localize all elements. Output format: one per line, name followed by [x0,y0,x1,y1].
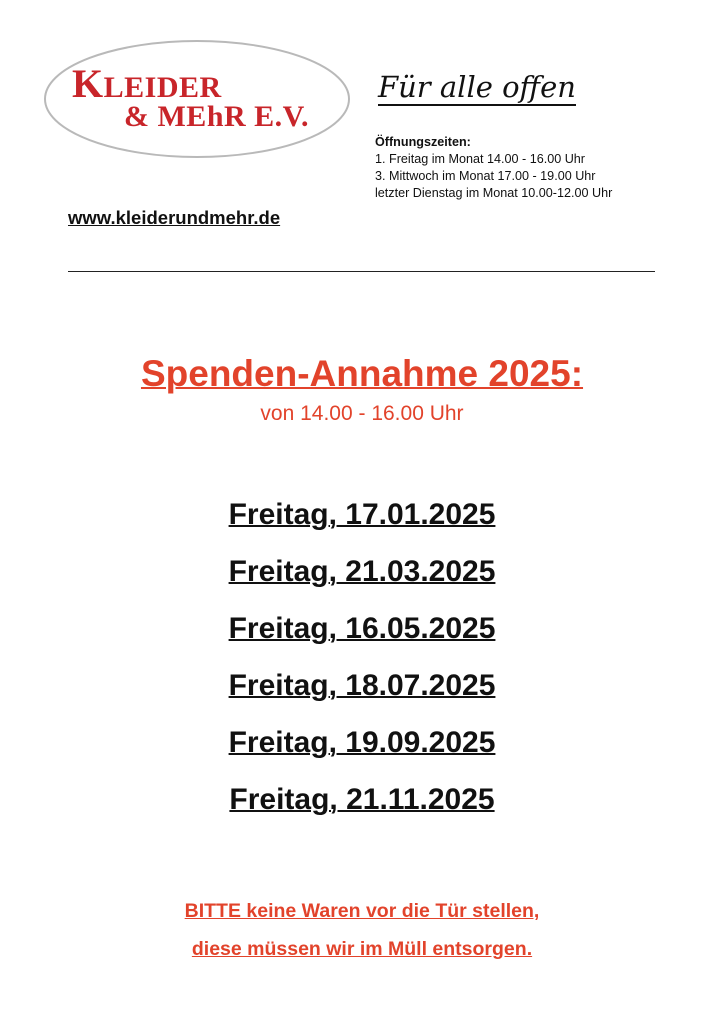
date-text: Freitag, 21.11.2025 [229,783,495,816]
logo-text-line1: KLEIDER [72,61,222,106]
website-link[interactable]: www.kleiderundmehr.de [68,207,281,228]
date-item [0,723,724,780]
date-text: Freitag, 18.07.2025 [228,669,496,702]
opening-hours-line: letzter Dienstag im Monat 10.00-12.00 Uhr [375,186,613,200]
opening-hours-line: 3. Mittwoch im Monat 17.00 - 19.00 Uhr [375,169,596,183]
opening-hours [375,134,612,202]
slogan: Für alle offen [378,70,576,104]
divider [68,271,655,272]
date-text: Freitag, 16.05.2025 [228,612,496,645]
date-item [0,666,724,723]
date-text: Freitag, 17.01.2025 [228,498,496,531]
organization-logo [42,38,352,160]
warning-notice [0,892,724,968]
date-item [0,552,724,609]
warning-line: BITTE keine Waren vor die Tür stellen, [184,900,540,922]
date-item [0,609,724,666]
warning-line: diese müssen wir im Müll entsorgen. [191,938,533,960]
page-title-text: Spenden-Annahme 2025: [140,353,584,394]
date-text: Freitag, 21.03.2025 [228,555,496,588]
time-subtitle: von 14.00 - 16.00 Uhr [260,402,464,425]
date-item [0,780,724,837]
date-text: Freitag, 19.09.2025 [228,726,496,759]
opening-hours-line: 1. Freitag im Monat 14.00 - 16.00 Uhr [375,152,585,166]
opening-hours-title: Öffnungszeiten: [375,135,471,149]
date-item [0,495,724,552]
logo-text-line2: & MEhR E.V. [124,100,309,133]
date-list [0,495,724,837]
page-title [0,353,724,395]
